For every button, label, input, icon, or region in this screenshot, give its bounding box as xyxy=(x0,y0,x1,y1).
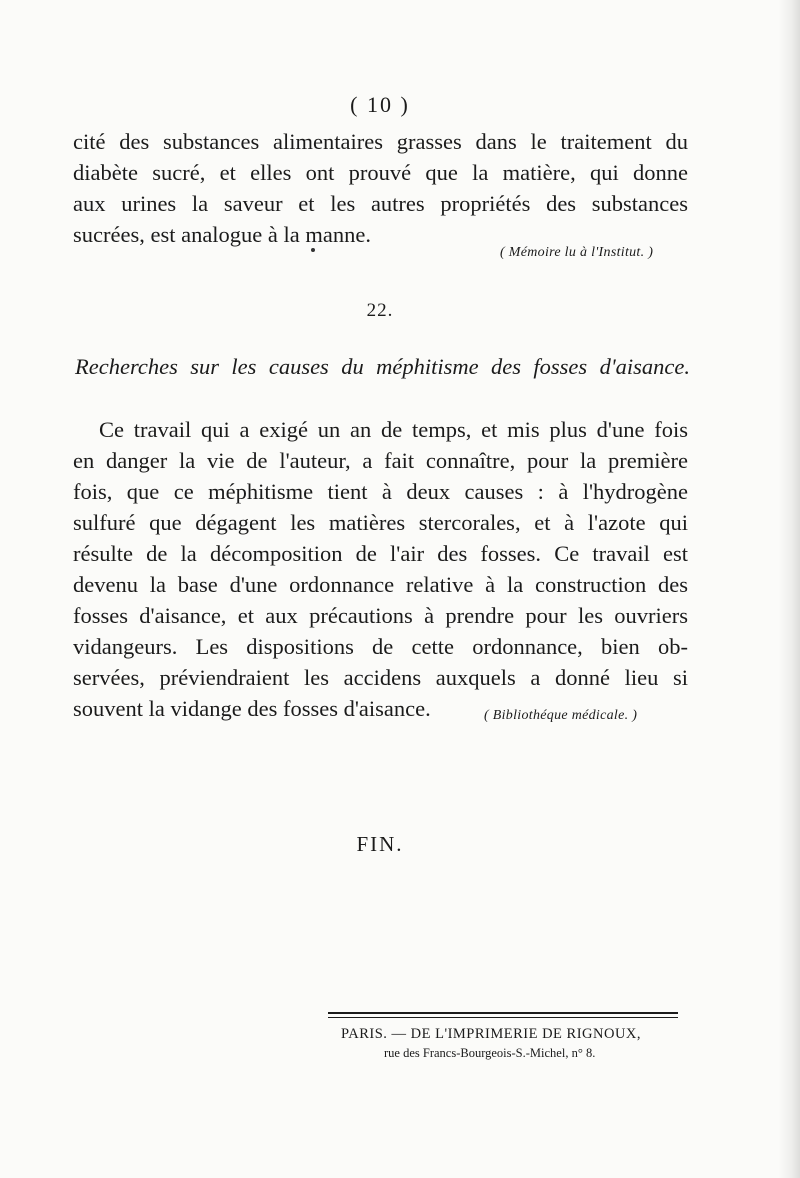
imprint-rule-thin xyxy=(328,1017,678,1018)
paragraph-diabetes xyxy=(73,126,688,250)
section-number: 22. xyxy=(366,300,394,321)
page-number: ( 10 ) xyxy=(350,92,410,117)
text-line: fosses d'aisance, et aux précautions à prendre pour les ouvriers xyxy=(73,603,688,628)
text-line: aux urines la saveur et les autres propriétés des substances xyxy=(73,191,688,216)
text-line: sulfuré que dégagent les matières stercorales, et à l'azote qui xyxy=(73,510,688,535)
text-line: devenu la base d'une ordonnance relative à la construction des xyxy=(73,572,688,597)
paragraph-mephitisme xyxy=(73,414,688,724)
page-edge-shadow xyxy=(778,0,800,1178)
printer-address: rue des Francs-Bourgeois-S.-Michel, n° 8. xyxy=(384,1046,596,1060)
text-line: fois, que ce méphitisme tient à deux causes : à l'hydrogène xyxy=(73,479,688,504)
text-line: souvent la vidange des fosses d'aisance. xyxy=(73,696,431,721)
source-citation-bibliotheque: ( Bibliothéque médicale. ) xyxy=(484,708,638,723)
imprint-rule-thick xyxy=(328,1012,678,1014)
section-title: Recherches sur les causes du méphitisme des fosses d'aisance. xyxy=(75,354,690,379)
text-line: Ce travail qui a exigé un an de temps, et mis plus d'une fois xyxy=(99,417,688,442)
text-line: diabète sucré, et elles ont prouvé que la matière, qui donne xyxy=(73,160,688,185)
text-line: en danger la vie de l'auteur, a fait connaître, pour la première xyxy=(73,448,688,473)
text-line: cité des substances alimentaires grasses dans le traitement du xyxy=(73,129,688,154)
text-line: résulte de la décomposition de l'air des fosses. Ce travail est xyxy=(73,541,688,566)
text-line: vidangeurs. Les dispositions de cette ordonnance, bien ob- xyxy=(73,634,688,659)
printer-imprint: PARIS. — DE L'IMPRIMERIE DE RIGNOUX, xyxy=(341,1026,642,1042)
text-line: servées, préviendraient les accidens auxquels a donné lieu si xyxy=(73,665,688,690)
text-line: sucrées, est analogue à la manne. xyxy=(73,222,371,247)
end-marker: FIN. xyxy=(356,832,404,856)
source-citation-memoire: ( Mémoire lu à l'Institut. ) xyxy=(500,245,654,260)
stray-ink-dot xyxy=(311,248,315,252)
